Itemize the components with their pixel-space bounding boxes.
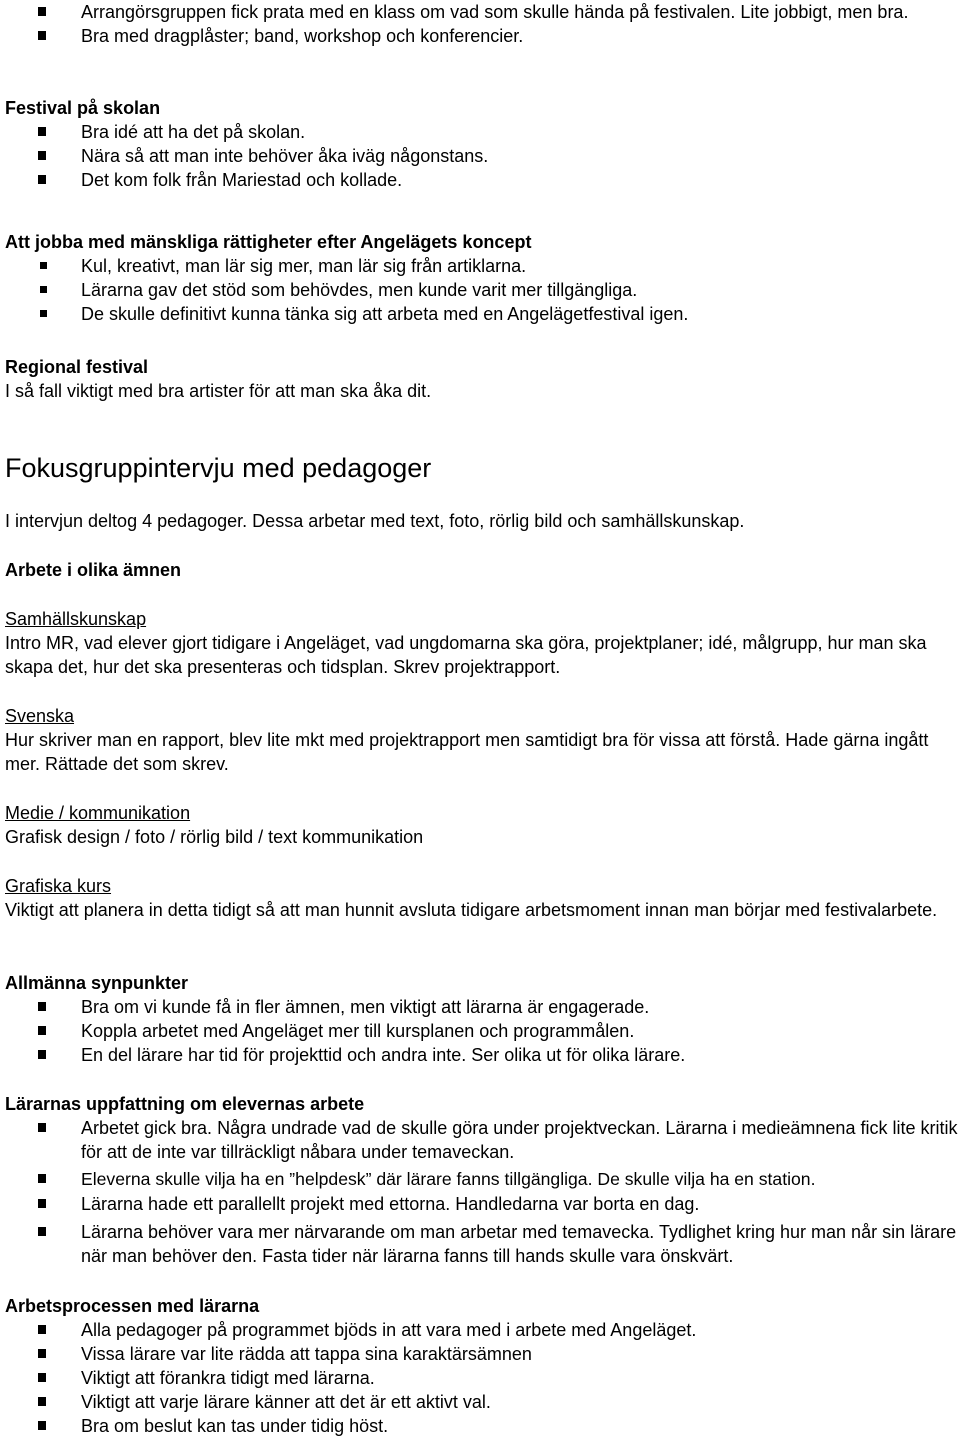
list-item: Kul, kreativt, man lär sig mer, man lär sig från artiklarna.	[5, 254, 960, 278]
bullet-icon	[40, 286, 47, 293]
list-item: Nära så att man inte behöver åka iväg någonstans.	[5, 144, 960, 168]
list-item: Arrangörsgruppen fick prata med en klass om vad som skulle hända på festivalen. Lite jobbigt, men bra.	[5, 0, 960, 24]
allmanna-bullet-list	[5, 995, 960, 1067]
section-heading: Att jobba med mänskliga rättigheter efter Angelägets koncept	[5, 232, 532, 252]
subject-title: Samhällskunskap	[5, 609, 147, 629]
list-item: Det kom folk från Mariestad och kollade.	[5, 168, 960, 192]
list-item: Bra idé att ha det på skolan.	[5, 120, 960, 144]
list-item: Bra om beslut kan tas under tidig höst.	[5, 1414, 960, 1438]
section-heading: Arbetsprocessen med lärarna	[5, 1296, 260, 1316]
section-heading: Lärarnas uppfattning om elevernas arbete	[5, 1094, 365, 1114]
arbetsprocessen-bullet-list	[5, 1318, 960, 1438]
list-item: Koppla arbetet med Angeläget mer till kursplanen och programmålen.	[5, 1019, 960, 1043]
bullet-icon	[38, 1174, 46, 1183]
list-item: Lärarna hade ett parallellt projekt med ettorna. Handledarna var borta en dag.	[5, 1192, 960, 1216]
bullet-icon	[38, 127, 46, 136]
bullet-icon	[38, 1050, 46, 1059]
list-item: Lärarna gav det stöd som behövdes, men kunde varit mer tillgängliga.	[5, 278, 960, 302]
bullet-icon	[38, 1325, 46, 1334]
list-item: Alla pedagoger på programmet bjöds in att vara med i arbete med Angeläget.	[5, 1318, 960, 1342]
paragraph: Viktigt att planera in detta tidigt så att man hunnit avsluta tidigare arbetsmoment innan man börjar med festivalarbete.	[5, 900, 938, 920]
paragraph: Grafisk design / foto / rörlig bild / text kommunikation	[5, 827, 424, 847]
intro-bullet-list	[5, 0, 960, 48]
bullet-icon	[38, 1349, 46, 1358]
list-item: Eleverna skulle vilja ha en ”helpdesk” där lärare fanns tillgängliga. De skulle vilja ha en station.	[5, 1167, 960, 1191]
lararnas-bullet-list	[5, 1116, 960, 1268]
list-item: Bra om vi kunde få in fler ämnen, men viktigt att lärarna är engagerade.	[5, 995, 960, 1019]
list-item: Viktigt att förankra tidigt med lärarna.	[5, 1366, 960, 1390]
bullet-icon	[40, 262, 47, 269]
bullet-icon	[40, 310, 47, 317]
section-heading: Allmänna synpunkter	[5, 973, 189, 993]
paragraph: I intervjun deltog 4 pedagoger. Dessa arbetar med text, foto, rörlig bild och samhällskunskap.	[5, 511, 745, 531]
bullet-icon	[38, 1026, 46, 1035]
bullet-icon	[38, 1199, 46, 1208]
list-item: En del lärare har tid för projekttid och andra inte. Ser olika ut för olika lärare.	[5, 1043, 960, 1067]
subject-title: Svenska	[5, 706, 75, 726]
bullet-icon	[38, 1227, 46, 1236]
bullet-icon	[38, 1123, 46, 1132]
rattigheter-bullet-list	[5, 254, 960, 326]
paragraph: Intro MR, vad elever gjort tidigare i Angeläget, vad ungdomarna ska göra, projektplaner; idé, målgrupp, hur man ska skapa det, hur det ska presenteras och tidsplan. Skrev projektrapport.	[5, 633, 927, 677]
paragraph: I så fall viktigt med bra artister för att man ska åka dit.	[5, 381, 432, 401]
list-item: Lärarna behöver vara mer närvarande om man arbetar med temavecka. Tydlighet kring hur man når sin lärare när man behöver den. Fasta tider när lärarna fanns till hands skulle vara önskvärt.	[5, 1220, 960, 1268]
list-item: Arbetet gick bra. Några undrade vad de skulle göra under projektveckan. Lärarna i medieämnena fick lite kritik för att de inte var tillräckligt nåbara under temaveckan.	[5, 1116, 960, 1164]
bullet-icon	[38, 1373, 46, 1382]
list-item: De skulle definitivt kunna tänka sig att arbeta med en Angelägetfestival igen.	[5, 302, 960, 326]
subject-title: Grafiska kurs	[5, 876, 112, 896]
bullet-icon	[38, 151, 46, 160]
bullet-icon	[38, 175, 46, 184]
bullet-icon	[38, 31, 46, 40]
section-heading: Regional festival	[5, 357, 149, 377]
section-heading: Arbete i olika ämnen	[5, 560, 182, 580]
page-title: Fokusgruppintervju med pedagoger	[5, 453, 432, 483]
subject-title: Medie / kommunikation	[5, 803, 191, 823]
bullet-icon	[38, 7, 46, 16]
section-heading: Festival på skolan	[5, 98, 161, 118]
list-item: Viktigt att varje lärare känner att det är ett aktivt val.	[5, 1390, 960, 1414]
list-item: Vissa lärare var lite rädda att tappa sina karaktärsämnen	[5, 1342, 960, 1366]
list-item: Bra med dragplåster; band, workshop och konferencier.	[5, 24, 960, 48]
festival-bullet-list	[5, 120, 960, 192]
bullet-icon	[38, 1397, 46, 1406]
paragraph: Hur skriver man en rapport, blev lite mkt med projektrapport men samtidigt bra för vissa att förstå. Hade gärna ingått mer. Rättade det som skrev.	[5, 730, 929, 774]
bullet-icon	[38, 1002, 46, 1011]
bullet-icon	[38, 1421, 46, 1430]
